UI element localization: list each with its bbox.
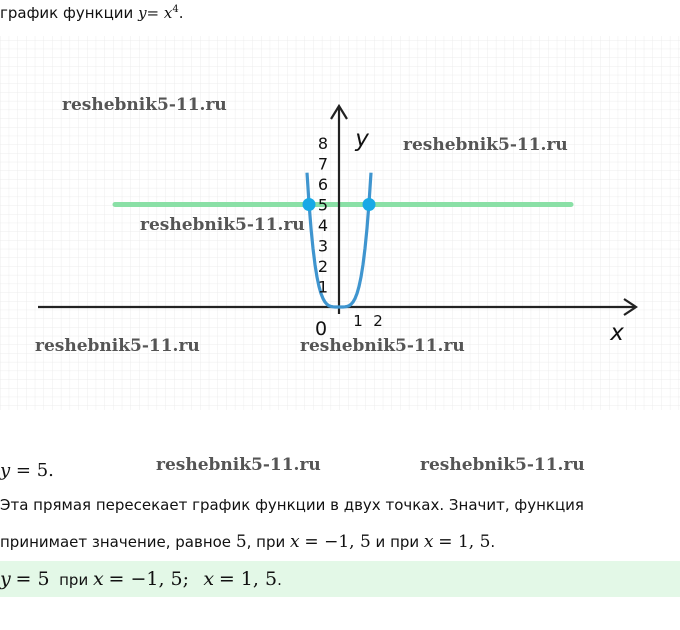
ans-x2: x xyxy=(203,568,215,590)
watermark: reshebnik5-11.ru xyxy=(403,135,568,155)
p2-text-1: принимает значение, равное xyxy=(0,533,232,551)
heading xyxy=(0,4,184,22)
eq-value: = 5 xyxy=(15,460,49,481)
p2-end: . xyxy=(490,533,496,551)
eq-y: y xyxy=(0,460,11,481)
p2-text-3: и при xyxy=(375,533,420,551)
p2-value: 5 xyxy=(235,532,247,552)
p2-eq1: = −1, 5 xyxy=(304,532,371,552)
answer-box xyxy=(0,561,680,597)
intersection-point-1 xyxy=(303,198,316,211)
watermark: reshebnik5-11.ru xyxy=(156,455,321,475)
intersection-point-2 xyxy=(363,198,376,211)
y-tick-label: 2 xyxy=(317,257,328,276)
watermark: reshebnik5-11.ru xyxy=(420,455,585,475)
ans-y: y xyxy=(0,568,11,590)
y-tick-label: 8 xyxy=(317,134,328,153)
watermark: reshebnik5-11.ru xyxy=(140,215,305,235)
heading-period: . xyxy=(178,4,184,22)
p2-text-2: , при xyxy=(246,533,286,551)
heading-eq: = xyxy=(146,4,160,22)
y-axis-label: y xyxy=(355,126,369,152)
y-tick-label: 3 xyxy=(317,236,328,256)
heading-exp: 4 xyxy=(172,4,179,15)
y-tick-label: 1 xyxy=(317,277,328,297)
watermark: reshebnik5-11.ru xyxy=(35,336,200,356)
ans-end: . xyxy=(277,571,282,589)
x-axis-label: x xyxy=(610,320,624,346)
p2-x1: x xyxy=(290,532,300,552)
ans-x1: x xyxy=(92,568,104,590)
x-tick-label: 1 xyxy=(353,312,363,330)
ans-eq2: = 1, 5 xyxy=(218,568,278,590)
eq-period: . xyxy=(48,460,54,481)
paragraph-2 xyxy=(0,532,495,552)
y-tick-label: 6 xyxy=(317,175,328,194)
heading-y: y xyxy=(138,4,147,22)
ans-eq1: = −1, 5; xyxy=(108,568,190,590)
ans-y-eq: = 5 xyxy=(15,568,50,590)
watermark: reshebnik5-11.ru xyxy=(300,336,465,356)
p2-eq2: = 1, 5 xyxy=(438,532,491,552)
p2-x2: x xyxy=(423,532,434,552)
line-equation xyxy=(0,460,54,481)
heading-x: x xyxy=(163,4,173,22)
paragraph-1: Эта прямая пересекает график функции в двух точках. Значит, функция xyxy=(0,496,584,514)
y-tick-label: 5 xyxy=(317,195,328,215)
heading-text: график функции xyxy=(0,4,134,22)
origin-label: 0 xyxy=(314,318,328,340)
watermark: reshebnik5-11.ru xyxy=(62,95,227,115)
y-tick-label: 4 xyxy=(317,216,328,235)
ans-pri: при xyxy=(59,571,89,589)
y-tick-label: 7 xyxy=(317,154,328,174)
x-tick-label: 2 xyxy=(373,312,383,330)
